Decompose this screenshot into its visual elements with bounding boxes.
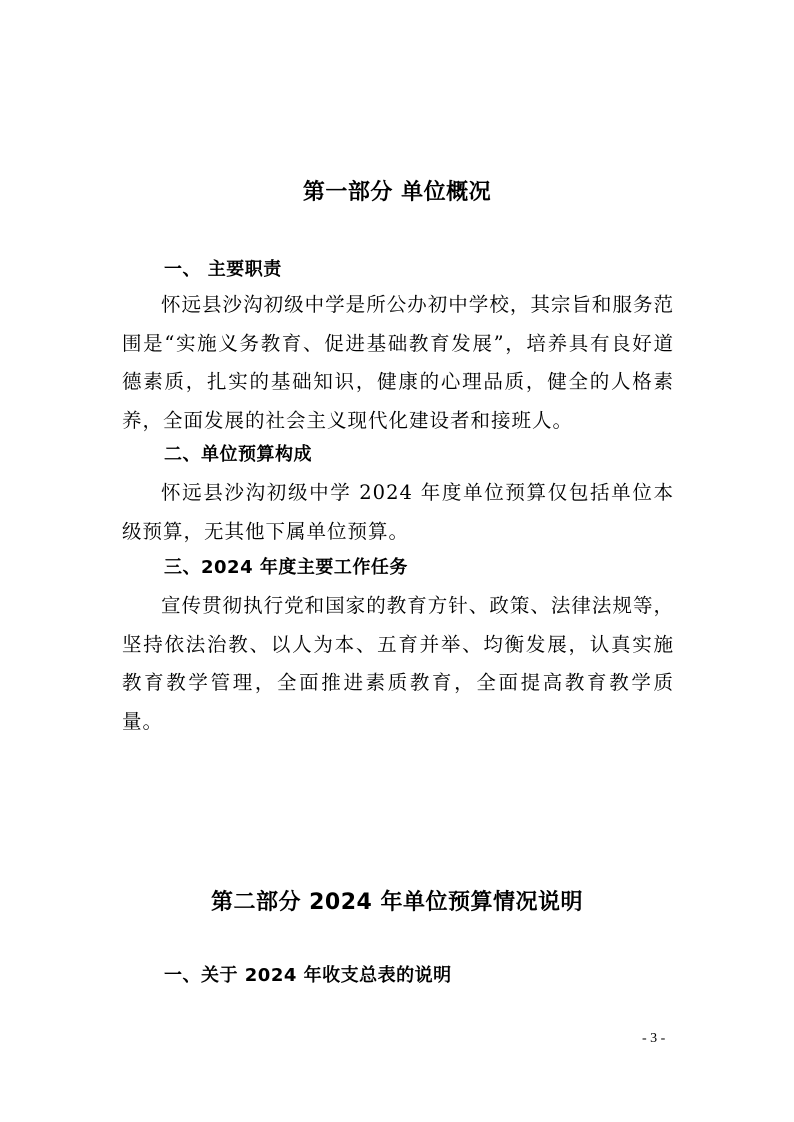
section3-heading: 三、2024 年度主要工作任务 bbox=[164, 557, 408, 578]
part2-section1-heading: 一、关于 2024 年收支总表的说明 bbox=[164, 965, 452, 986]
part1-title: 第一部分 单位概况 bbox=[302, 180, 492, 205]
section1-paragraph: 怀远县沙沟初级中学是所公办初中学校，其宗旨和服务范围是“实施义务教育、促进基础教育发展”，培养具有良好道德素质，扎实的基础知识，健康的心理品质，健全的人格素养，全面发展的社会主义现代化建设者和接班人。 bbox=[122, 293, 674, 432]
section2-paragraph: 怀远县沙沟初级中学 2024 年度单位预算仅包括单位本级预算，无其他下属单位预算。 bbox=[122, 481, 674, 543]
page-number: - 3 - bbox=[642, 1031, 666, 1046]
part2-title: 第二部分 2024 年单位预算情况说明 bbox=[210, 890, 584, 915]
section2-heading: 二、单位预算构成 bbox=[164, 444, 312, 465]
section1-heading: 一、 主要职责 bbox=[164, 259, 282, 280]
section3-paragraph: 宣传贯彻执行党和国家的教育方针、政策、法律法规等，坚持依法治教、以人为本、五育并举、均衡发展，认真实施教育教学管理，全面推进素质教育，全面提高教育教学质量。 bbox=[122, 594, 674, 733]
